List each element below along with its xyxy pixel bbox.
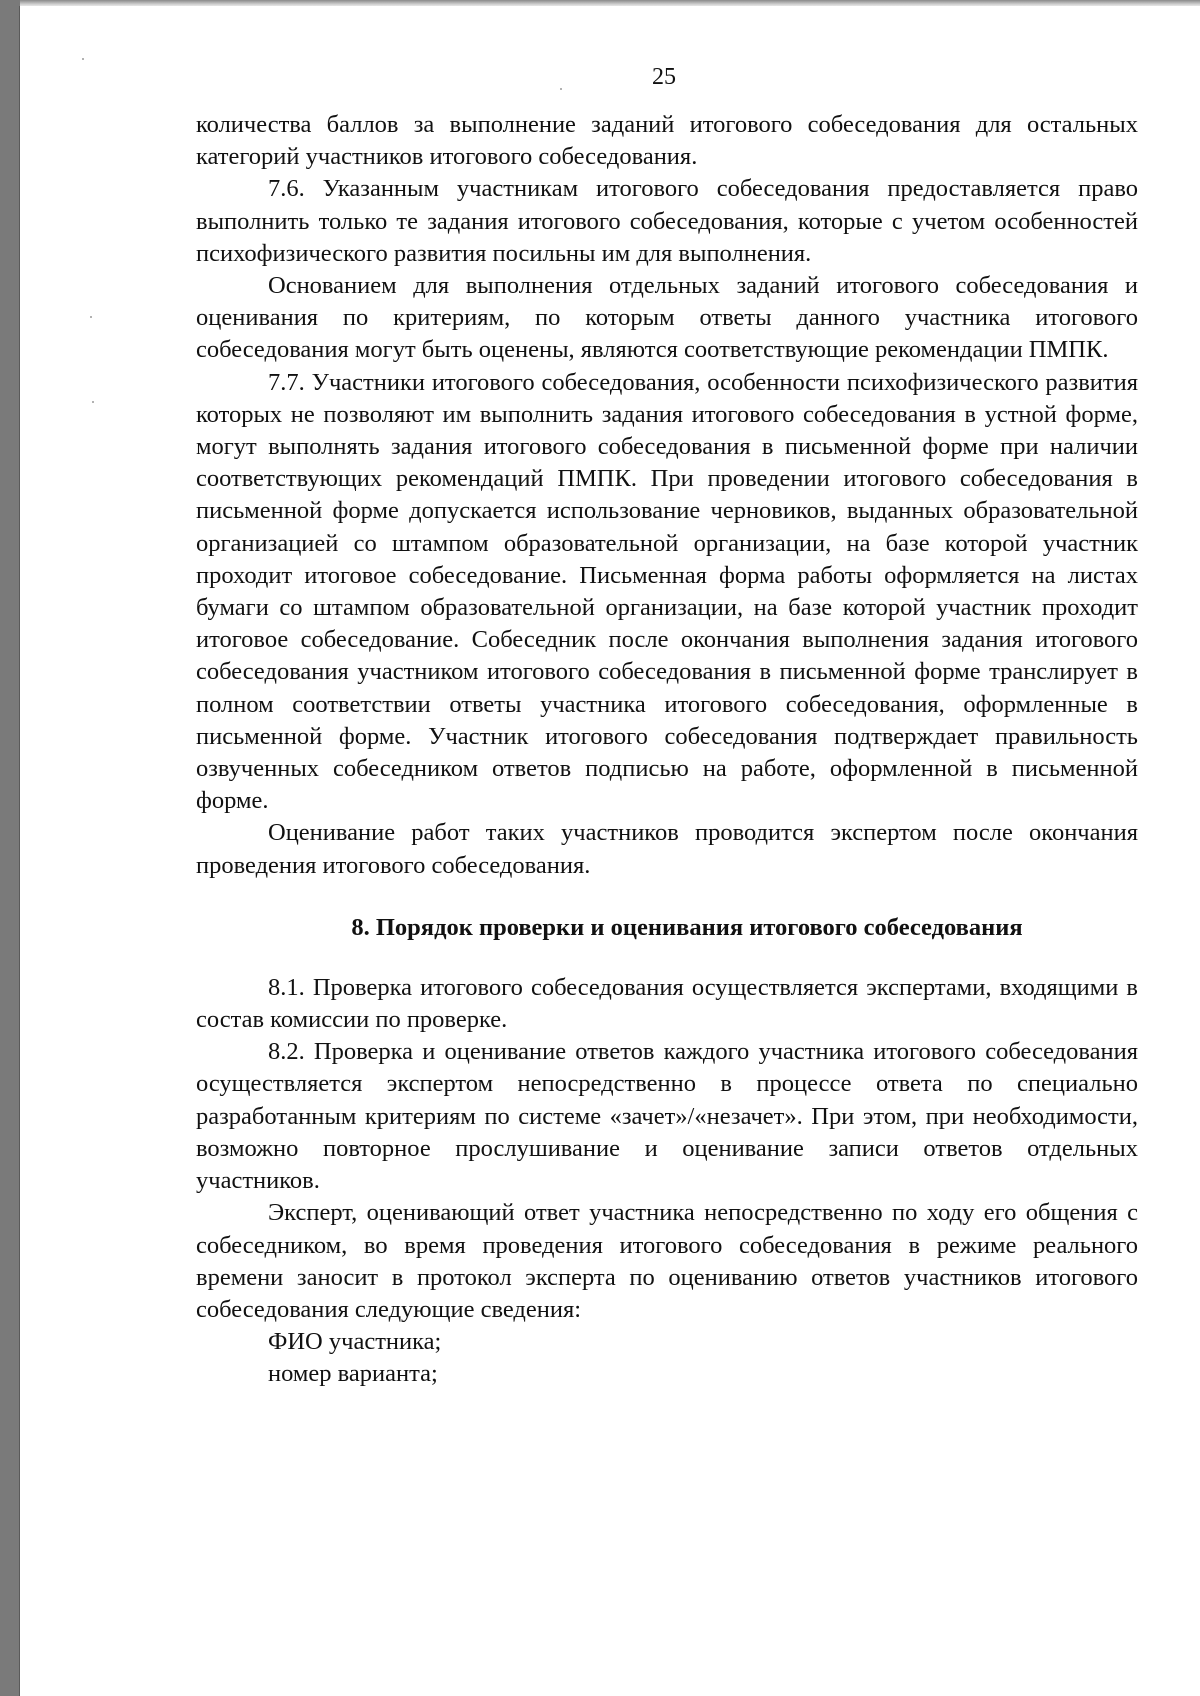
page-number: 25: [652, 64, 676, 90]
paragraph-assessment: Оценивание работ таких участников проводится экспертом после окончания проведения итогового собеседования.: [196, 819, 1138, 879]
paragraph-8-1: 8.1. Проверка итогового собеседования осуществляется экспертами, входящими в состав комиссии по проверке.: [196, 973, 1138, 1034]
paragraph-7-6: 7.6. Указанным участникам итогового собеседования предоставляется право выполнить только те задания итогового собеседования, которые с учетом особенностей психофизического развития посильны им для выполнения.: [196, 175, 1138, 267]
paragraph-7-7: 7.7. Участники итогового собеседования, особенности психофизического развития которых не позволяют им выполнить задания итогового собеседования в устной форме, могут выполнять задания итогового собеседования в письменной форме при наличии соответствующих рекомендаций ПМПК. При проведении итогового собеседования в письменной форме допускается использование черновиков, выданных образовательной организацией со штампом образовательной организации, на базе которой участник проходит итоговое собеседование. Письменная форма работы оформляется на листах бумаги со штампом образовательной организации, на базе которой участник проходит итоговое собеседование. Собеседник после окончания выполнения задания итогового собеседования участником итогового собеседования в письменной форме транслирует в полном соответствии ответы участника итогового собеседования, оформленные в письменной форме. Участник итогового собеседования подтверждает правильность озвученных собеседником ответов подписью на работе, оформленной в письменной форме.: [196, 368, 1138, 815]
scan-speck: [82, 58, 84, 60]
section-8-heading: 8. Порядок проверки и оценивания итогового собеседования: [351, 913, 1023, 941]
paragraph-continuation: количества баллов за выполнение заданий итогового собеседования для остальных категорий участников итогового собеседования.: [196, 111, 1138, 171]
list-item-variant-number: номер варианта;: [268, 1360, 438, 1388]
scan-speck: [92, 401, 94, 403]
list-item-participant-name: ФИО участника;: [268, 1328, 442, 1356]
paragraph-8-2: 8.2. Проверка и оценивание ответов каждого участника итогового собеседования осуществляется экспертом непосредственно в процессе ответа по специально разработанным критериям по системе «зачет»/«незачет». При этом, при необходимости, возможно повторное прослушивание и оценивание записи ответов отдельных участников.: [196, 1038, 1138, 1195]
scan-speck: [90, 316, 92, 318]
document-body: [196, 109, 1138, 1391]
paragraph-basis: Основанием для выполнения отдельных заданий итогового собеседования и оценивания по критериям, по которым ответы данного участника итогового собеседования могут быть оценены, являются соответствующие рекомендации ПМПК.: [196, 272, 1138, 364]
paragraph-expert: Эксперт, оценивающий ответ участника непосредственно по ходу его общения с собеседником, во время проведения итогового собеседования в режиме реального времени заносит в протокол эксперта по оцениванию ответов участников итогового собеседования следующие сведения:: [196, 1199, 1138, 1323]
